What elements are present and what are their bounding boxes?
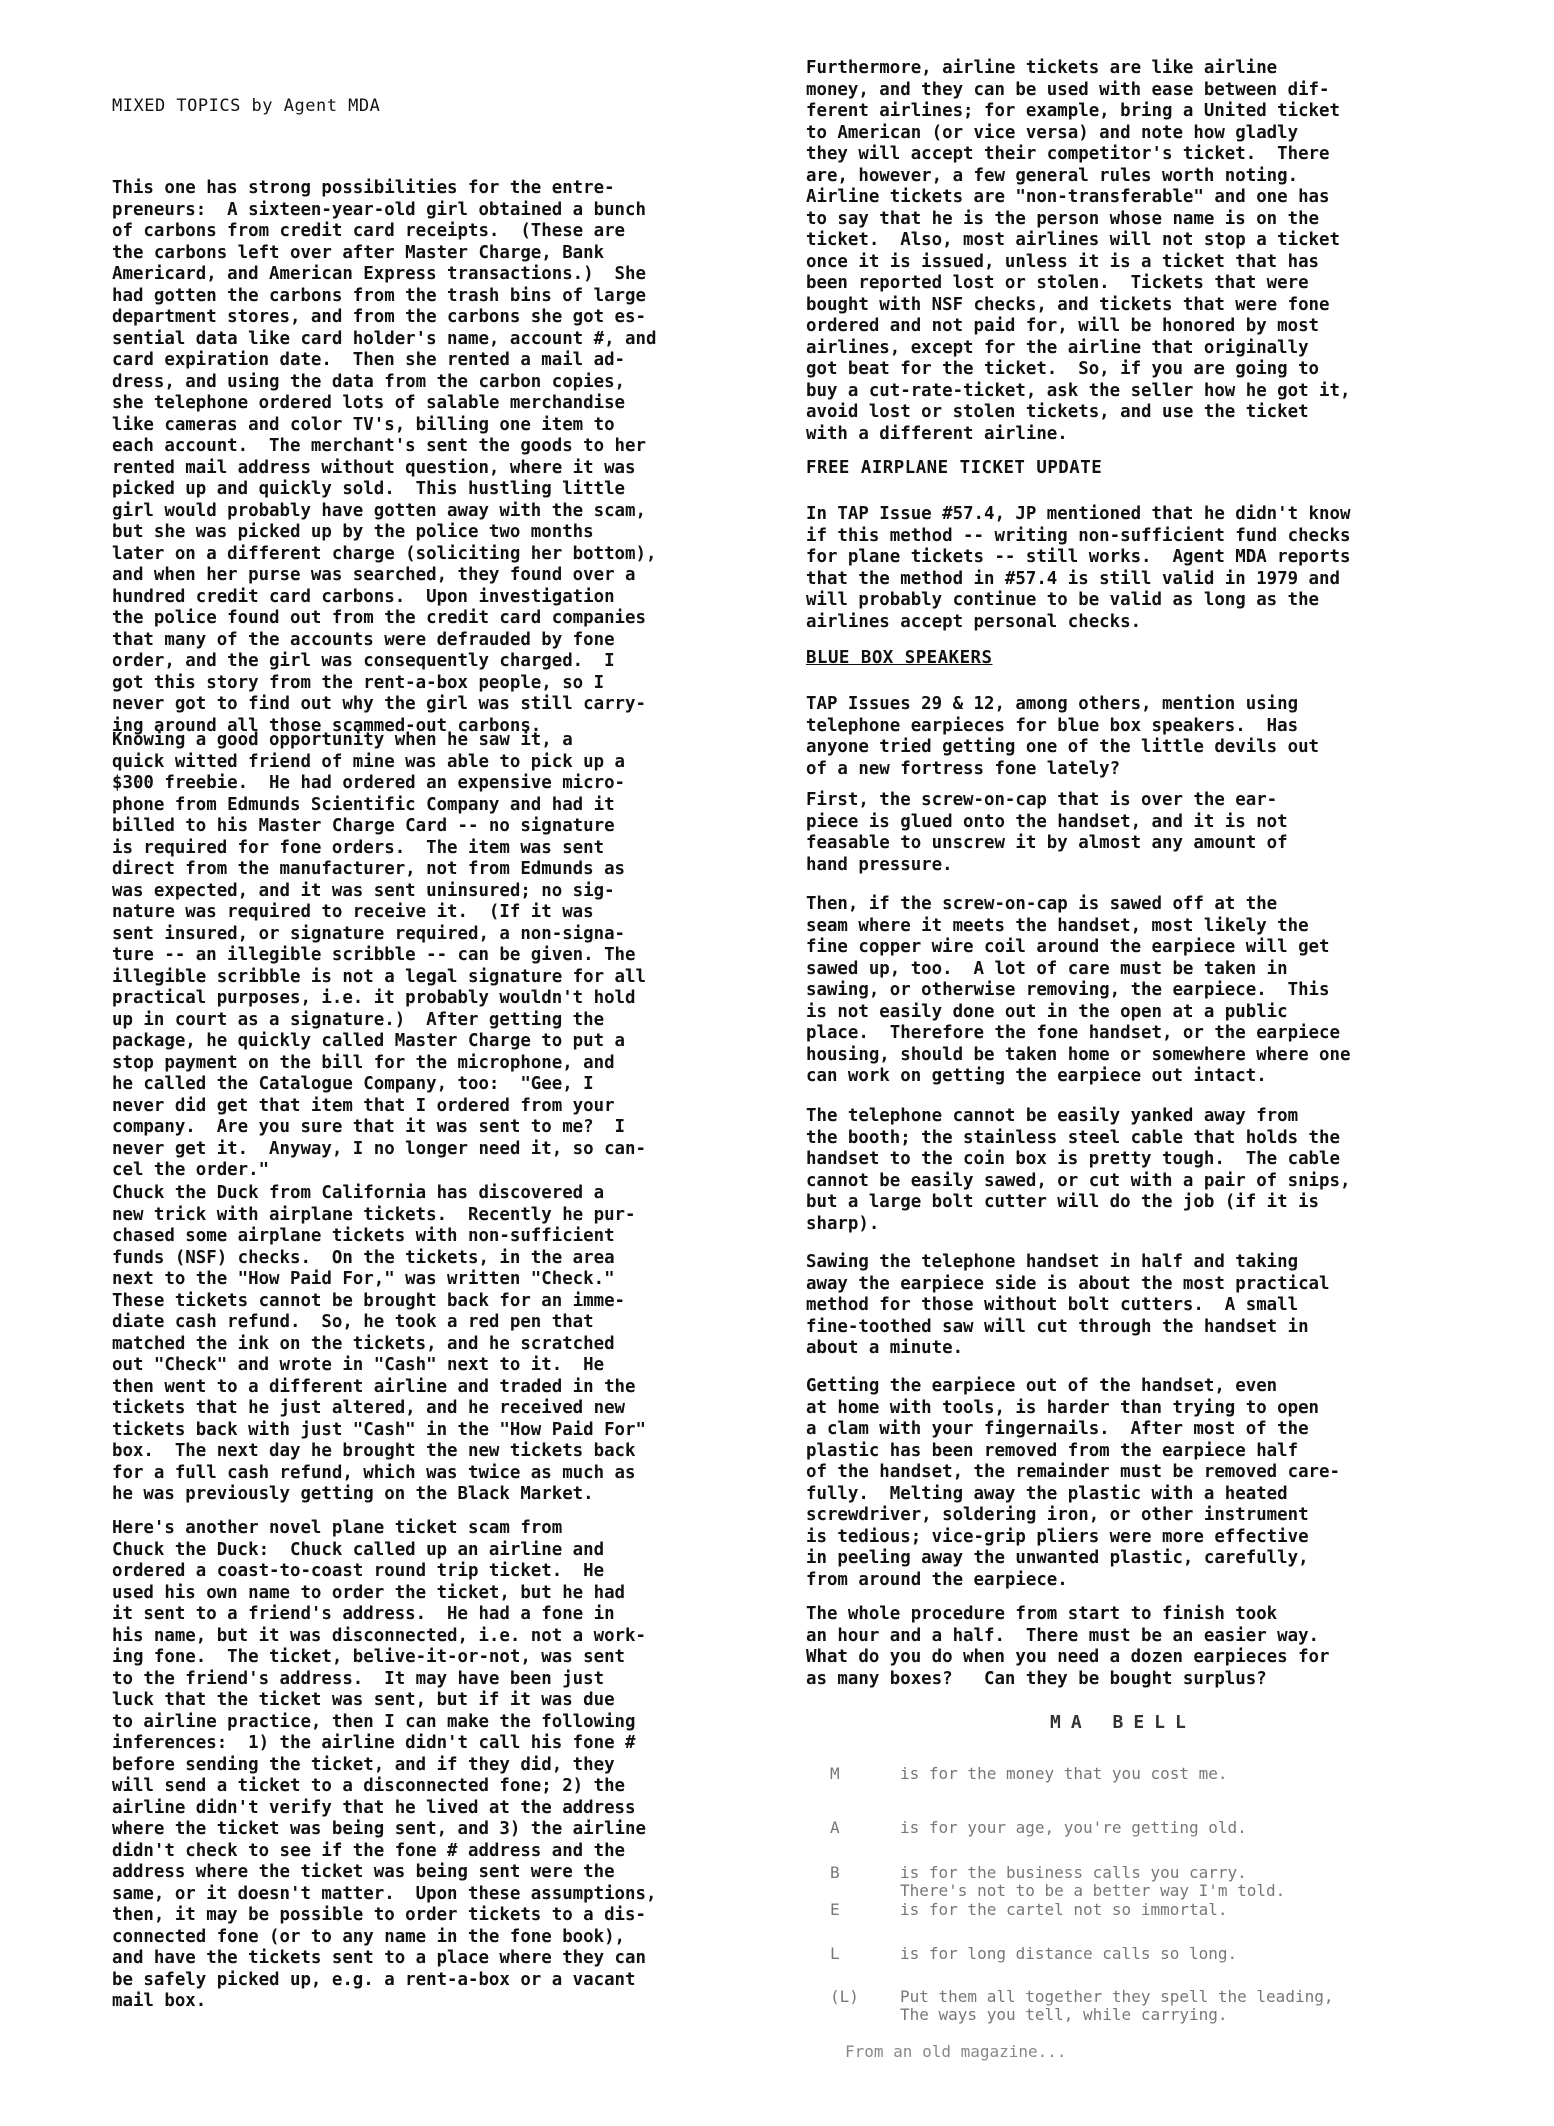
poem-letter: M <box>830 1764 840 1783</box>
poem-letter: E <box>830 1900 840 1919</box>
article-paragraph: Sawing the telephone handset in half and taking away the earpiece side is about the most practical method for those without bolt cutters. A small fine-toothed saw will cut through the handset in about a minute. <box>806 1252 1330 1358</box>
article-paragraph: The telephone cannot be easily yanked away from the booth; the stainless steel cable that holds the handset to the coin box is pretty tough. The cable cannot be easily sawed, or cut with a pair of snips, but a large bolt cutter will do the job (if it is sharp). <box>806 1106 1351 1234</box>
poem-letter: B <box>830 1863 840 1882</box>
poem-line <box>830 1764 1228 1783</box>
poem-letter: L <box>830 1944 840 1963</box>
poem-text: is for the cartel not so immortal. <box>900 1900 1228 1919</box>
article-paragraph: The whole procedure from start to finish took an hour and a half. There must be an easier way. What do you do when you need a dozen earpieces for as many boxes? Can they be bought surplus? <box>806 1604 1330 1689</box>
article-paragraph: Getting the earpiece out of the handset, even at home with tools, is harder than trying to open a clam with your fingernails. After most of the plastic has been removed from the earpiece half of the handset, the remainder must be removed care- fully. Melting away the plastic with a heated screwdriver, soldering iron, or other instrument is tedious; vice-grip pliers were more effective in peeling away the unwanted plastic, carefully, from around the earpiece. <box>806 1376 1340 1590</box>
poem-line <box>830 1864 1285 1900</box>
poem-credit: From an old magazine... <box>845 2042 1067 2061</box>
article-paragraph: First, the screw-on-cap that is over the ear- piece is glued onto the handset, and it is not feasable to unscrew it by almost any amount of hand pressure. <box>806 790 1288 875</box>
poem-line <box>830 1988 1333 2024</box>
poem-letter: A <box>830 1818 840 1837</box>
poem-text: is for long distance calls so long. <box>900 1944 1238 1963</box>
poem-line <box>830 1944 1237 1963</box>
article-paragraph: Chuck the Duck from California has discovered a new trick with airplane tickets. Recently he pur- chased some airplane tickets with non-sufficient funds (NSF) checks. On the tickets, in the area next to the "How Paid For," was written "Check." These tickets cannot be brought back for an imme- diate cash refund. So, he took a red pen that matched the ink on the tickets, and he scratched out "Check" and wrote in "Cash" next to it. He then went to a different airline and traded in the tickets that he just altered, and he received new tickets back with just "Cash" in the "How Paid For" box. The next day he brought the new tickets back for a full cash refund, which was twice as much as he was previously getting on the Black Market. <box>112 1183 646 1504</box>
page-header: MIXED TOPICS by Agent MDA <box>112 96 381 116</box>
article-paragraph: Knowing a good opportunity when he saw it, a quick witted friend of mine was able to pick up a $300 freebie. He had ordered an expensive micro- phone from Edmunds Scientific Company and had it billed to his Master Charge Card -- no signature is required for fone orders. The item was sent direct from the manufacturer, not from Edmunds as was expected, and it was sent uninsured; no sig- nature was required to receive it. (If it was sent insured, or signature required, a non-signa- ture -- an illegible scribble -- can be given. The illegible scribble is not a legal signature for all practical purposes, i.e. it probably wouldn't hold up in court as a signature.) After getting the package, he quickly called Master Charge to put a stop payment on the bill for the microphone, and he called the Catalogue Company, too: "Gee, I never did get that item that I ordered from your company. Are you sure that it was sent to me? I never get it. Anyway, I no longer need it, so can- cel the order." <box>112 730 646 1180</box>
section-heading: BLUE BOX SPEAKERS <box>806 648 993 668</box>
article-paragraph: Furthermore, airline tickets are like airline money, and they can be used with ease between dif- ferent airlines; for example, bring a United ticket to American (or vice versa) and note how gladly they will accept their competitor's ticket. There are, however, a few general rules worth noting. Airline tickets are "non-transferable" and one has to say that he is the person whose name is on the ticket. Also, most airlines will not stop a ticket once it is issued, unless it is a ticket that has been reported lost or stolen. Tickets that were bought with NSF checks, and tickets that were fone ordered and not paid for, will be honored by most airlines, except for the airline that originally got beat for the ticket. So, if you are going to buy a cut-rate-ticket, ask the seller how he got it, avoid lost or stolen tickets, and use the ticket with a different airline. <box>806 58 1351 444</box>
left-column <box>112 0 802 2011</box>
poem-line <box>830 1900 1228 1919</box>
poem-text: is for the money that you cost me. <box>900 1764 1228 1783</box>
poem-title: MA BELL <box>1050 1712 1196 1733</box>
poem-line <box>830 1818 1247 1837</box>
poem-text: is for your age, you're getting old. <box>900 1818 1247 1837</box>
article-paragraph: This one has strong possibilities for the entre- preneurs: A sixteen-year-old girl obtained a bunch of carbons from credit card receipts. (These are the carbons left over after Master Charge, Bank Americard, and American Express transactions.) She had gotten the carbons from the trash bins of large department stores, and from the carbons she got es- sential data like card holder's name, account #, and card expiration date. Then she rented a mail ad- dress, and using the data from the carbon copies, she telephone ordered lots of salable merchandise like cameras and color TV's, billing one item to each account. The merchant's sent the goods to her rented mail address without question, where it was picked up and quickly sold. This hustling little girl would probably have gotten away with the scam, but she was picked up by the police two months later on a different charge (soliciting her bottom), and when her purse was searched, they found over a hundred credit card carbons. Upon investigation the police found out from the credit card companies that many of the accounts were defrauded by fone order, and the girl was consequently charged. I got this story from the rent-a-box people, so I never got to find out why the girl was still carry- ing around all those scammed-out carbons. <box>112 178 657 736</box>
article-paragraph: Then, if the screw-on-cap is sawed off at the seam where it meets the handset, most likely the fine copper wire coil around the earpiece will get sawed up, too. A lot of care must be taken in sawing, or otherwise removing, the earpiece. This is not easily done out in the open at a public place. Therefore the fone handset, or the earpiece housing, should be taken home or somewhere where one can work on getting the earpiece out intact. <box>806 894 1351 1086</box>
article-paragraph: In TAP Issue #57.4, JP mentioned that he didn't know if this method -- writing non-sufficient fund checks for plane tickets -- still works. Agent MDA reports that the method in #57.4 is still valid in 1979 and will probably continue to be valid as long as the airlines accept personal checks. <box>806 504 1351 632</box>
poem-letter: (L) <box>830 1987 859 2006</box>
poem-text: Put them all together they spell the leading, The ways you tell, while carrying. <box>900 1987 1334 2024</box>
section-heading: FREE AIRPLANE TICKET UPDATE <box>806 458 1103 478</box>
poem-text: is for the business calls you carry. There's not to be a better way I'm told. <box>900 1863 1286 1900</box>
article-paragraph: Here's another novel plane ticket scam from Chuck the Duck: Chuck called up an airline and ordered a coast-to-coast round trip ticket. He used his own name to order the ticket, but he had it sent to a friend's address. He had a fone in his name, but it was disconnected, i.e. not a work- ing fone. The ticket, belive-it-or-not, was sent to the friend's address. It may have been just luck that the ticket was sent, but if it was due to airline practice, then I can make the following inferences: 1) the airline didn't call his fone # before sending the ticket, and if they did, they will send a ticket to a disconnected fone; 2) the airline didn't verify that he lived at the address where the ticket was being sent, and 3) the airline didn't check to see if the fone # address and the address where the ticket was being sent were the same, or it doesn't matter. Upon these assumptions, then, it may be possible to order tickets to a dis- connected fone (or to any name in the fone book), and have the tickets sent to a place where they can be safely picked up, e.g. a rent-a-box or a vacant mail box. <box>112 1518 657 2011</box>
article-paragraph: TAP Issues 29 & 12, among others, mention using telephone earpieces for blue box speakers. Has anyone tried getting one of the little devils out of a new fortress fone lately? <box>806 694 1320 779</box>
